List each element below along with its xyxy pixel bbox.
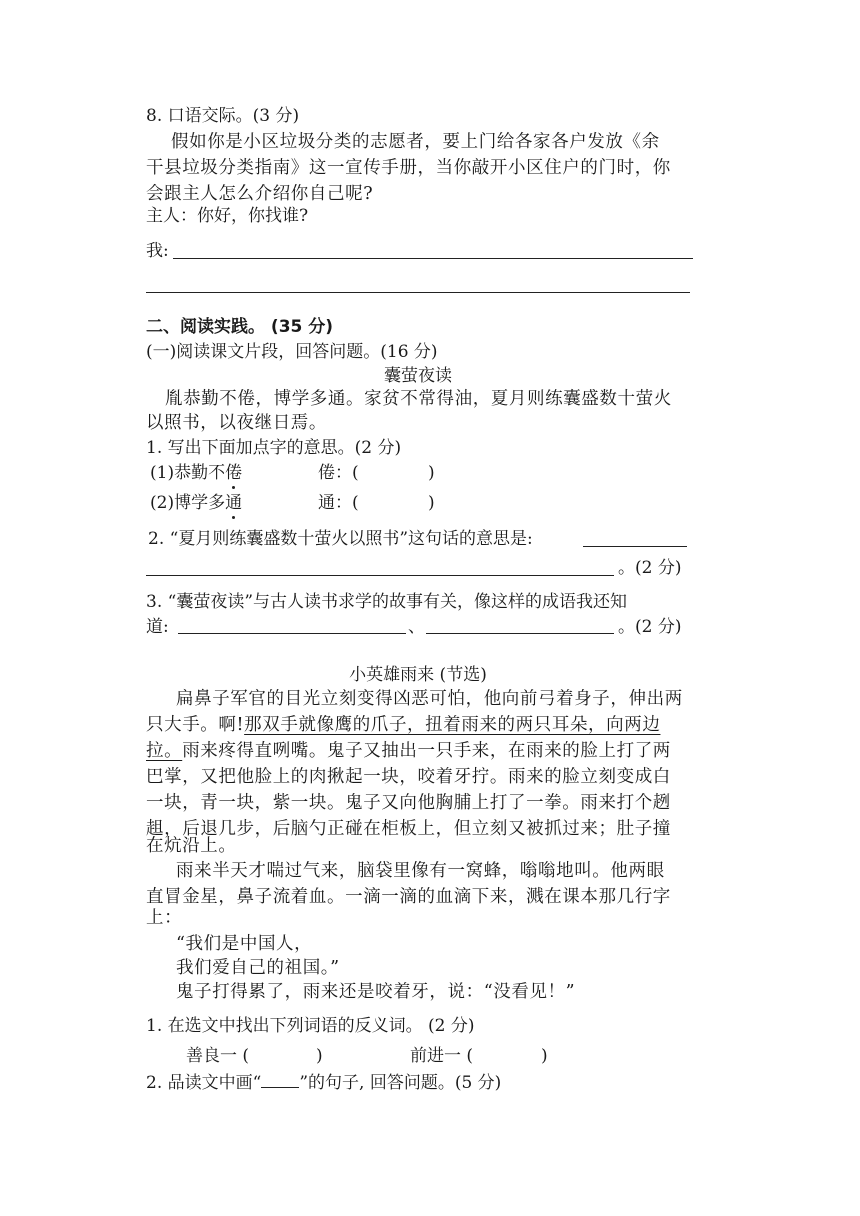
q8-line-2: 干县垃圾分类指南》这一宣传手册，当你敲开小区住户的门时，你	[146, 158, 671, 178]
passage2-p1-line-6: 趄，后退几步，后脑勺正碰在柜板上，但立刻又被抓过来；肚子撞	[146, 819, 671, 839]
q1-item-1-num: (1)	[150, 463, 175, 483]
q1-item-1-word: 恭勤不	[174, 463, 226, 483]
q2-answer-line-1[interactable]	[583, 546, 687, 547]
q2-answer-line-2[interactable]	[146, 575, 614, 576]
q3-separator: 、	[408, 617, 425, 637]
q3-score: 。(2 分)	[618, 617, 682, 637]
q8-line-3: 会跟主人怎么介绍你自己呢?	[146, 184, 374, 204]
q1-item-1-answer-prefix: 倦：(	[318, 463, 359, 483]
q5-title-post: ”的句子, 回答问题。(5 分)	[299, 1073, 502, 1093]
q2-score: 。(2 分)	[618, 558, 682, 578]
q4-item-b: 前进一 (	[410, 1046, 474, 1066]
passage2-p1-line-2	[146, 714, 660, 736]
q8-me-label: 我:	[146, 241, 169, 261]
q3-line-2-prefix: 道:	[146, 617, 169, 637]
q2-question: 2. “夏月则练囊盛数十萤火以照书”这句话的意思是	[148, 529, 528, 549]
section2-title: 二、阅读实践。 (35 分)	[146, 317, 334, 337]
passage2-p1-line-3	[146, 740, 671, 762]
q1-item-2-answer-close: )	[428, 493, 435, 513]
passage2-p1-line-3-text: 雨来疼得直咧嘴。鬼子又抽出一只手来，在雨来的脸上打了两	[182, 741, 671, 761]
q4-title: 1. 在选文中找出下列词语的反义词。 (2 分)	[146, 1016, 475, 1036]
q5-underline-mark	[261, 1087, 299, 1088]
part1-title: (一)阅读课文片段，回答问题。(16 分)	[146, 342, 438, 362]
passage2-p3: 鬼子打得累了，雨来还是咬着牙，说：“没看见！”	[176, 982, 576, 1002]
q1-item-2-answer-prefix: 通：(	[318, 493, 359, 513]
q1-item-2	[150, 492, 242, 514]
passage2-p1-line-5: 一块，青一块，紫一块。鬼子又向他胸脯上打了一拳。雨来打个趔	[146, 793, 671, 813]
q4-item-a: 善良一 (	[186, 1046, 250, 1066]
passage2-p2-line-2: 直冒金星，鼻子流着血。一滴一滴的血滴下来，溅在课本那几行字	[146, 887, 671, 907]
q1-item-1	[150, 462, 242, 484]
passage2-p1-line-1: 扁鼻子军官的目光立刻变得凶恶可怕，他向前弓着身子，伸出两	[176, 689, 683, 709]
passage2-p2-line-3: 上：	[146, 908, 183, 928]
q2-colon: :	[527, 529, 533, 549]
q1-item-1-answer-close: )	[428, 463, 435, 483]
passage1-title: 囊萤夜读	[384, 366, 452, 386]
q8-answer-line-2[interactable]	[146, 292, 690, 293]
q4-item-b-close: )	[541, 1046, 548, 1066]
passage2-p1-line-2-text: 只大手。啊!	[146, 715, 245, 735]
q5-title	[146, 1072, 501, 1094]
passage2-title: 小英雄雨来 (节选)	[349, 665, 487, 685]
passage1-line-1: 胤恭勤不倦，博学多通。家贫不常得油，夏月则练囊盛数十萤火	[165, 389, 672, 409]
q1-item-2-num: (2)	[150, 493, 175, 513]
underlined-sentence-part-1: 那双手就像鹰的爪子，扭着雨来的两只耳朵，向两边	[244, 715, 661, 735]
q3-line-1: 3. “囊萤夜读”与古人读书求学的故事有关，像这样的成语我还知	[146, 592, 628, 612]
q2-text	[148, 528, 533, 550]
passage2-p1-line-4: 巴掌，又把他脸上的肉揪起一块，咬着牙拧。雨来的脸立刻变成白	[146, 767, 671, 787]
q8-line-1: 假如你是小区垃圾分类的志愿者，要上门给各家各户发放《余	[171, 132, 660, 152]
q3-answer-1[interactable]	[178, 633, 406, 634]
q3-answer-2[interactable]	[426, 633, 614, 634]
q8-host-line: 主人：你好，你找谁?	[146, 206, 309, 226]
passage2-p1-line-7: 在炕沿上。	[146, 836, 237, 856]
q1-item-2-word: 博学多	[174, 493, 226, 513]
passage2-p2-line-1: 雨来半天才喘过气来，脑袋里像有一窝蜂，嗡嗡地叫。他两眼	[176, 861, 665, 881]
q1-title: 1. 写出下面加点字的意思。(2 分)	[146, 438, 402, 458]
q8-title: 8. 口语交际。(3 分)	[146, 106, 300, 126]
q1-item-2-dotted-char: 通	[225, 493, 243, 513]
passage1-line-2: 以照书，以夜继日焉。	[146, 413, 327, 433]
q4-item-a-close: )	[316, 1046, 323, 1066]
quote-line-1: “我们是中国人，	[176, 934, 313, 954]
q8-answer-line-1[interactable]	[173, 258, 693, 259]
q1-item-1-dotted-char: 倦	[225, 463, 243, 483]
q5-title-pre: 2. 品读文中画“	[146, 1073, 262, 1093]
quote-line-2: 我们爱自己的祖国。”	[176, 958, 340, 978]
underlined-sentence-part-2: 拉。	[146, 741, 183, 761]
